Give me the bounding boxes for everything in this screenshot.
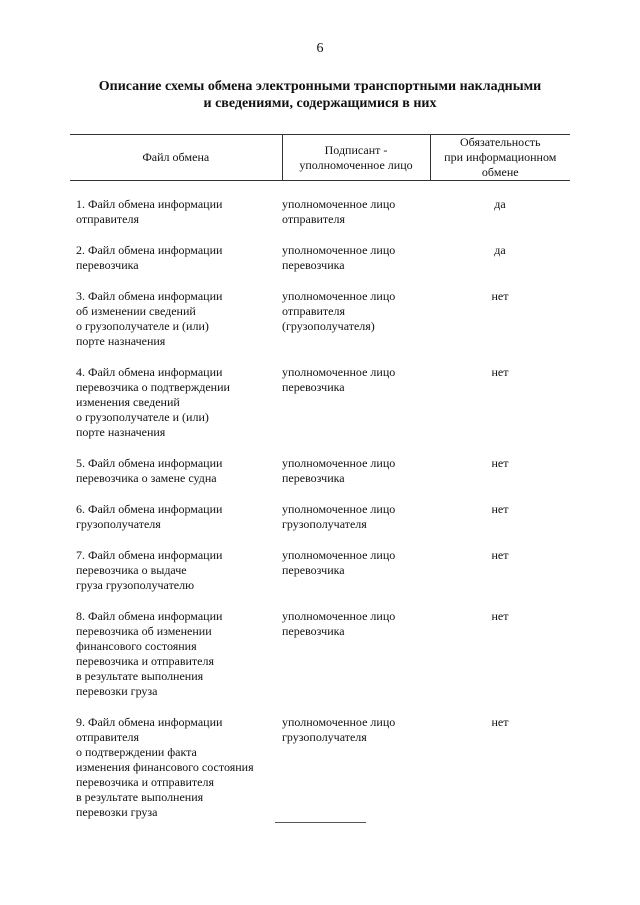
cell-file-line: отправителя (76, 730, 139, 744)
cell-signer-line: грузополучателя (282, 730, 367, 744)
header-file (70, 135, 282, 181)
cell-file (70, 289, 282, 365)
cell-required: нет (491, 715, 509, 729)
cell-file-line: об изменении сведений (76, 304, 196, 318)
cell-required: нет (491, 502, 509, 516)
table-row (70, 456, 570, 502)
cell-file-line: 4. Файл обмена информации (76, 365, 223, 379)
cell-file-line: перевозки груза (76, 805, 158, 819)
header-signer (282, 135, 430, 181)
cell-file (70, 502, 282, 548)
cell-signer (282, 181, 430, 244)
cell-signer-line: уполномоченное лицо (282, 365, 396, 379)
cell-signer-line: уполномоченное лицо (282, 548, 396, 562)
cell-file-line: перевозчика о замене судна (76, 471, 217, 485)
cell-file-line: перевозчика и отправителя (76, 775, 215, 789)
cell-signer-line: перевозчика (282, 380, 345, 394)
table-row (70, 715, 570, 836)
cell-file-line: 3. Файл обмена информации (76, 289, 223, 303)
cell-file (70, 243, 282, 289)
cell-file-line: грузополучателя (76, 517, 161, 531)
cell-file (70, 365, 282, 456)
cell-signer (282, 289, 430, 365)
exchange-scheme-table (70, 134, 570, 836)
cell-signer-line: перевозчика (282, 471, 345, 485)
header-signer-line: уполномоченное лицо (299, 157, 413, 172)
cell-file (70, 181, 282, 244)
cell-file-line: изменения финансового состояния (76, 760, 254, 774)
header-signer-line: Подписант - (324, 142, 388, 157)
cell-signer (282, 548, 430, 609)
table-row (70, 609, 570, 715)
cell-file-line: перевозчика (76, 258, 139, 272)
table-row (70, 365, 570, 456)
cell-file-line: изменения сведений (76, 395, 180, 409)
header-required-line: при информационном (444, 150, 557, 164)
cell-required: да (494, 243, 506, 257)
cell-file-line: перевозчика о выдаче (76, 563, 187, 577)
table-row (70, 548, 570, 609)
cell-signer (282, 502, 430, 548)
table-row (70, 502, 570, 548)
cell-signer-line: перевозчика (282, 624, 345, 638)
cell-file-line: о грузополучателе и (или) (76, 410, 209, 424)
cell-signer-line: уполномоченное лицо (282, 456, 396, 470)
header-required-line: обмене (481, 165, 519, 179)
cell-file-line: финансового состояния (76, 639, 197, 653)
cell-file (70, 715, 282, 836)
cell-file-line: 5. Файл обмена информации (76, 456, 223, 470)
table-row (70, 243, 570, 289)
header-required (430, 135, 570, 181)
cell-signer-line: отправителя (282, 304, 345, 318)
cell-file-line: перевозчика о подтверждении (76, 380, 230, 394)
title-line-2: и сведениями, содержащимися в них (203, 96, 437, 111)
header-required-line: Обязательность (459, 135, 541, 149)
cell-file-line: 2. Файл обмена информации (76, 243, 223, 257)
cell-required: нет (491, 456, 509, 470)
cell-signer-line: перевозчика (282, 258, 345, 272)
cell-file (70, 456, 282, 502)
table-header-row (70, 135, 570, 181)
footer-divider (275, 822, 366, 823)
cell-signer (282, 365, 430, 456)
cell-file-line: 1. Файл обмена информации (76, 197, 223, 211)
cell-file-line: отправителя (76, 212, 139, 226)
page-number: 6 (316, 41, 324, 56)
cell-signer (282, 456, 430, 502)
title-line-1: Описание схемы обмена электронными транспортными накладными (98, 79, 542, 94)
cell-file-line: груза грузополучателю (76, 578, 195, 592)
cell-signer-line: (грузополучателя) (282, 319, 375, 333)
cell-file (70, 609, 282, 715)
table-row (70, 289, 570, 365)
cell-file-line: перевозки груза (76, 684, 158, 698)
cell-file-line: 8. Файл обмена информации (76, 609, 223, 623)
cell-required: нет (491, 365, 509, 379)
cell-signer-line: уполномоченное лицо (282, 502, 396, 516)
cell-signer-line: уполномоченное лицо (282, 609, 396, 623)
cell-signer-line: грузополучателя (282, 517, 367, 531)
cell-signer-line: отправителя (282, 212, 345, 226)
cell-signer-line: уполномоченное лицо (282, 289, 396, 303)
cell-file-line: в результате выполнения (76, 669, 204, 683)
header-file-label: Файл обмена (142, 150, 210, 164)
cell-signer-line: уполномоченное лицо (282, 243, 396, 257)
document-title (70, 78, 570, 112)
cell-file (70, 548, 282, 609)
cell-signer (282, 715, 430, 836)
cell-file-line: 7. Файл обмена информации (76, 548, 223, 562)
cell-signer (282, 609, 430, 715)
cell-file-line: порте назначения (76, 425, 166, 439)
cell-file-line: в результате выполнения (76, 790, 204, 804)
cell-signer-line: уполномоченное лицо (282, 715, 396, 729)
cell-file-line: перевозчика и отправителя (76, 654, 215, 668)
cell-signer (282, 243, 430, 289)
cell-file-line: порте назначения (76, 334, 166, 348)
table-body (70, 181, 570, 837)
cell-required: да (494, 197, 506, 211)
cell-file-line: о подтверждении факта (76, 745, 197, 759)
cell-required: нет (491, 548, 509, 562)
cell-file-line: о грузополучателе и (или) (76, 319, 209, 333)
cell-required: нет (491, 609, 509, 623)
cell-required: нет (491, 289, 509, 303)
cell-signer-line: уполномоченное лицо (282, 197, 396, 211)
table-row (70, 181, 570, 244)
cell-signer-line: перевозчика (282, 563, 345, 577)
cell-file-line: 6. Файл обмена информации (76, 502, 223, 516)
cell-file-line: перевозчика об изменении (76, 624, 212, 638)
cell-file-line: 9. Файл обмена информации (76, 715, 223, 729)
